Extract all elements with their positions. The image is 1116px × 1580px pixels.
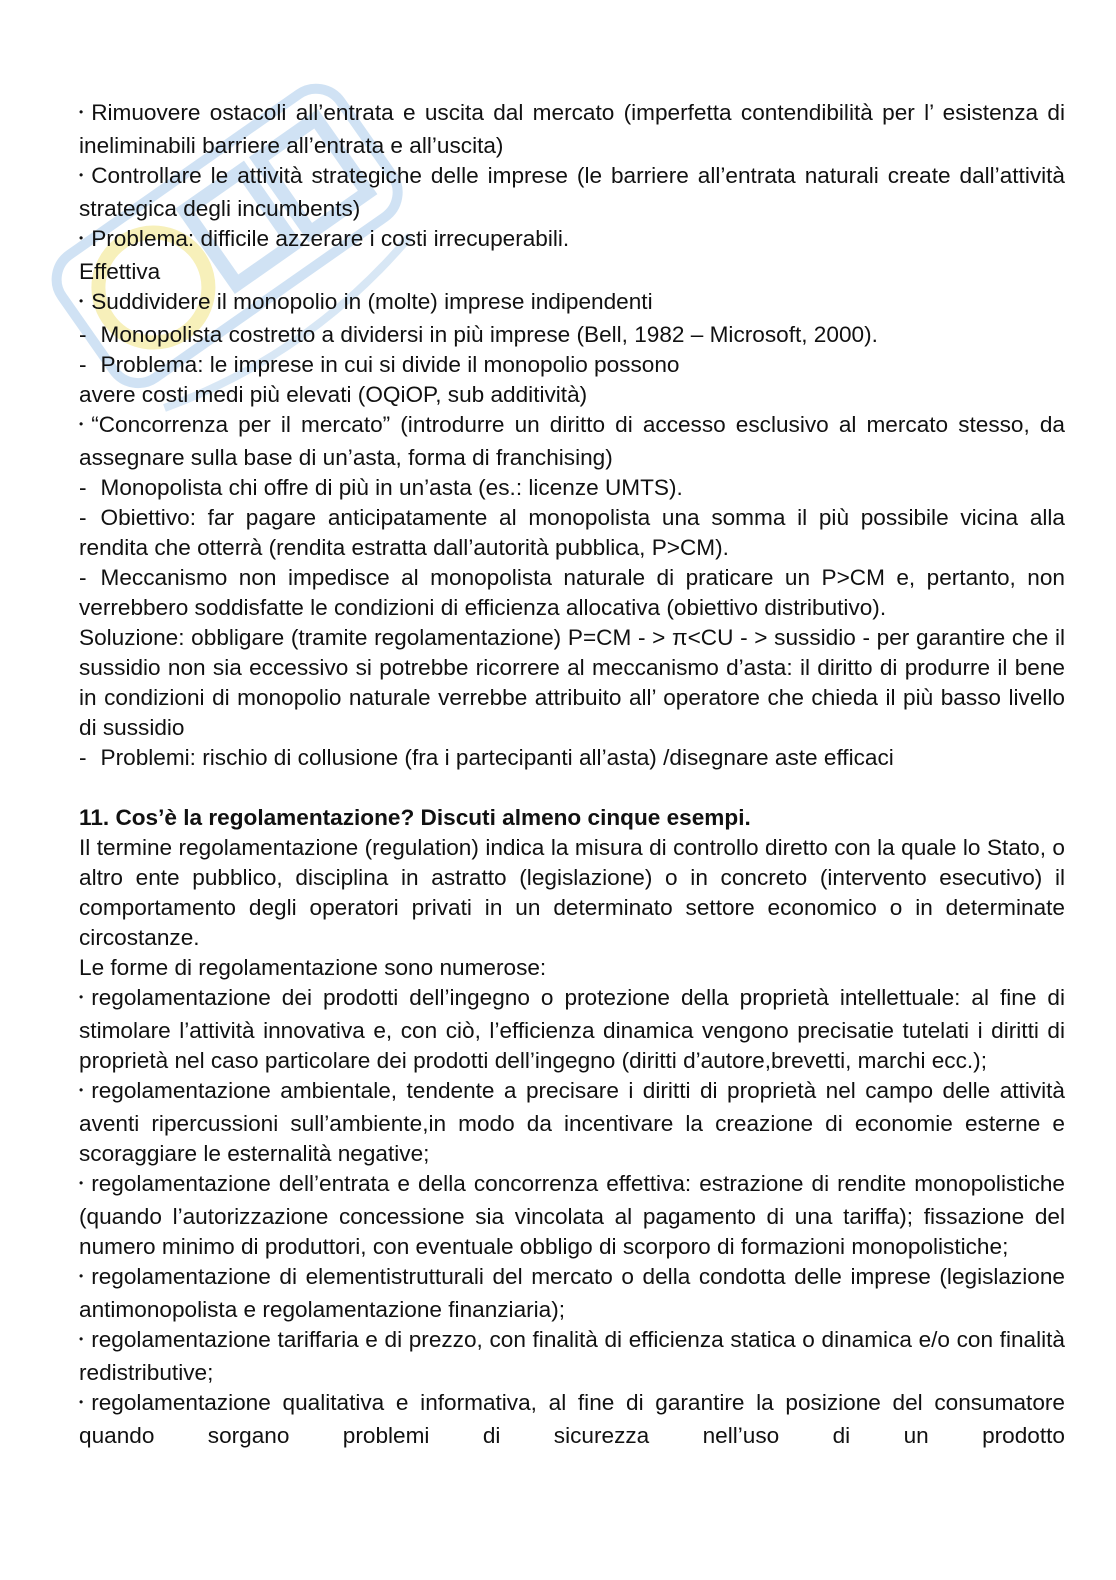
block-text: Controllare le attività strategiche delle imprese (le barriere all’entrata naturali create dall’attività strategica degli incumbents) — [79, 163, 1065, 221]
block-text: Soluzione: obbligare (tramite regolamentazione) P=CM - > π<CU - > sussidio - per garantire che il sussidio non sia eccessivo si potrebbe ricorrere al meccanismo d’asta: il diritto di produrre il bene in condizioni di monopolio naturale verrebbe attribuito all’ operatore che chieda il più basso livello di sussidio — [79, 625, 1065, 740]
bullet-marker-icon: • — [79, 417, 84, 431]
dash-item — [79, 473, 1065, 503]
dash-item — [79, 743, 1065, 773]
block-text: Meccanismo non impedisce al monopolista naturale di praticare un P>CM e, pertanto, non verrebbero soddisfatte le condizioni di efficienza allocativa (obiettivo distributivo). — [79, 565, 1065, 620]
bullet-marker-icon: • — [79, 1176, 84, 1190]
block-text: avere costi medi più elevati (OQiOP, sub additività) — [79, 382, 588, 407]
dash-item — [79, 320, 1065, 350]
dash-marker-icon: - — [79, 322, 87, 347]
block-text: Monopolista costretto a dividersi in più imprese (Bell, 1982 – Microsoft, 2000). — [100, 322, 878, 347]
bullet-item — [79, 1262, 1065, 1325]
bullet-marker-icon: • — [79, 1269, 84, 1283]
paragraph — [79, 953, 1065, 983]
bullet-marker-icon: • — [79, 168, 84, 182]
block-text: regolamentazione ambientale, tendente a precisare i diritti di proprietà nel campo delle attività aventi ripercussioni sull’ambiente,in modo da incentivare la creazione di economie esterne e scoraggiare le esternalità negative; — [79, 1078, 1065, 1166]
dash-item — [79, 503, 1065, 563]
bullet-marker-icon: • — [79, 990, 84, 1004]
block-text: Monopolista chi offre di più in un’asta (es.: licenze UMTS). — [100, 475, 683, 500]
document-page — [79, 98, 1065, 1451]
block-text: Rimuovere ostacoli all’entrata e uscita dal mercato (imperfetta contendibilità per l’ esistenza di ineliminabili barriere all’entrata e all’uscita) — [79, 100, 1065, 158]
paragraph — [79, 257, 1065, 287]
paragraph — [79, 833, 1065, 953]
block-text: regolamentazione qualitativa e informativa, al fine di garantire la posizione del consumatore quando sorgano problemi di sicurezza nell’uso di un prodotto — [79, 1390, 1065, 1448]
block-text: Il termine regolamentazione (regulation) indica la misura di controllo diretto con la quale lo Stato, o altro ente pubblico, disciplina in astratto (legislazione) o in concreto (intervento esecutivo) il comportamento degli operatori privati in un determinato settore economico o in determinate circostanze. — [79, 835, 1065, 950]
block-text: Le forme di regolamentazione sono numerose: — [79, 955, 547, 980]
block-text: “Concorrenza per il mercato” (introdurre un diritto di accesso esclusivo al mercato stesso, da assegnare sulla base di un’asta, forma di franchising) — [79, 412, 1065, 470]
bullet-item — [79, 1325, 1065, 1388]
block-text: Obiettivo: far pagare anticipatamente al monopolista una somma il più possibile vicina alla rendita che otterrà (rendita estratta dall’autorità pubblica, P>CM). — [79, 505, 1065, 560]
block-text: Effettiva — [79, 259, 161, 284]
bullet-item — [79, 1076, 1065, 1169]
bullet-item — [79, 287, 1065, 320]
bullet-item — [79, 224, 1065, 257]
bullet-item — [79, 983, 1065, 1076]
paragraph — [79, 380, 1065, 410]
block-text: regolamentazione di elementistrutturali del mercato o della condotta delle imprese (legislazione antimonopolista e regolamentazione finanziaria); — [79, 1264, 1065, 1322]
bullet-item — [79, 161, 1065, 224]
bullet-marker-icon: • — [79, 105, 84, 119]
bullet-marker-icon: • — [79, 231, 84, 245]
section-heading — [79, 803, 1065, 833]
block-text: Suddividere il monopolio in (molte) imprese indipendenti — [91, 289, 653, 314]
dash-item — [79, 350, 1065, 380]
block-text: Problema: le imprese in cui si divide il monopolio possono — [100, 352, 680, 377]
bullet-marker-icon: • — [79, 1395, 84, 1409]
paragraph — [79, 623, 1065, 743]
bullet-item — [79, 98, 1065, 161]
block-text: regolamentazione dell’entrata e della concorrenza effettiva: estrazione di rendite monopolistiche (quando l’autorizzazione concessione sia vincolata al pagamento di una tariffa); fissazione del numero minimo di produttori, con eventuale obbligo di scorporo di formazioni monopolistiche; — [79, 1171, 1065, 1259]
bullet-item — [79, 1169, 1065, 1262]
block-text: 11. Cos’è la regolamentazione? Discuti almeno cinque esempi. — [79, 805, 751, 830]
bullet-item — [79, 1388, 1065, 1451]
dash-marker-icon: - — [79, 745, 87, 770]
dash-marker-icon: - — [79, 505, 87, 530]
dash-marker-icon: - — [79, 352, 87, 377]
bullet-marker-icon: • — [79, 1332, 84, 1346]
dash-marker-icon: - — [79, 565, 87, 590]
dash-marker-icon: - — [79, 475, 87, 500]
block-text: Problema: difficile azzerare i costi irrecuperabili. — [91, 226, 570, 251]
bullet-item — [79, 410, 1065, 473]
bullet-marker-icon: • — [79, 1083, 84, 1097]
dash-item — [79, 563, 1065, 623]
paragraph-gap — [79, 773, 1065, 803]
block-text: regolamentazione dei prodotti dell’ingegno o protezione della proprietà intellettuale: al fine di stimolare l’attività innovativa e, con ciò, l’efficienza dinamica vengono precisatie tutelati i diritti di proprietà nel caso particolare dei prodotti dell’ingegno (diritti d’autore,brevetti, marchi ecc.); — [79, 985, 1065, 1073]
bullet-marker-icon: • — [79, 294, 84, 308]
block-text: Problemi: rischio di collusione (fra i partecipanti all’asta) /disegnare aste efficaci — [100, 745, 894, 770]
block-text: regolamentazione tariffaria e di prezzo, con finalità di efficienza statica o dinamica e/o con finalità redistributive; — [79, 1327, 1065, 1385]
